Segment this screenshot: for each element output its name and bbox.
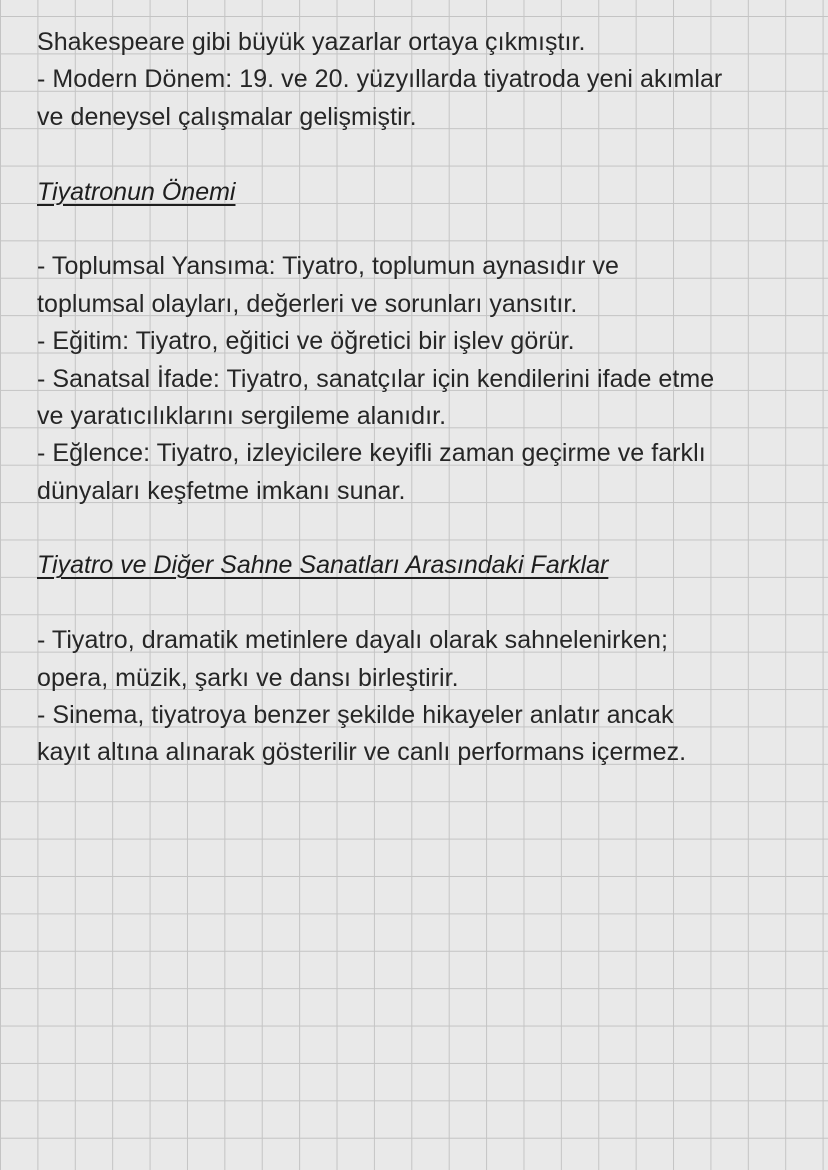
text-line: - Sanatsal İfade: Tiyatro, sanatçılar için kendilerini ifade etme [37,364,715,393]
text-line: - Modern Dönem: 19. ve 20. yüzyıllarda tiyatroda yeni akımlar [37,65,723,94]
blank-line [37,585,817,622]
section-heading-differences: Tiyatro ve Diğer Sahne Sanatları Arasındaki Farklar [37,551,609,580]
text-line: Shakespeare gibi büyük yazarlar ortaya çıkmıştır. [37,28,586,56]
text-line: kayıt altına alınarak gösterilir ve canlı performans içermez. [37,738,687,767]
text-line: dünyaları keşfetme imkanı sunar. [37,476,406,505]
text-line: ve yaratıcılıklarını sergileme alanıdır. [37,401,447,430]
blank-line [37,510,817,547]
intro-paragraph [37,24,817,136]
text-line: - Eğlence: Tiyatro, izleyicilere keyifli zaman geçirme ve farklı [37,439,706,468]
text-line: opera, müzik, şarkı ve dansı birleştirir. [37,663,459,692]
differences-list [37,622,817,772]
text-line: - Toplumsal Yansıma: Tiyatro, toplumun aynasıdır ve [37,252,619,281]
section-heading-importance: Tiyatronun Önemi [37,177,236,206]
text-line: ve deneysel çalışmalar gelişmiştir. [37,102,417,131]
note-page [37,24,817,772]
blank-line [37,136,817,173]
text-line: toplumsal olayları, değerleri ve sorunları yansıtır. [37,289,578,318]
importance-list [37,248,817,510]
text-line: - Sinema, tiyatroya benzer şekilde hikayeler anlatır ancak [37,701,674,730]
text-line: - Eğitim: Tiyatro, eğitici ve öğretici bir işlev görür. [37,327,575,356]
text-line: - Tiyatro, dramatik metinlere dayalı olarak sahnelenirken; [37,626,668,655]
blank-line [37,211,817,248]
